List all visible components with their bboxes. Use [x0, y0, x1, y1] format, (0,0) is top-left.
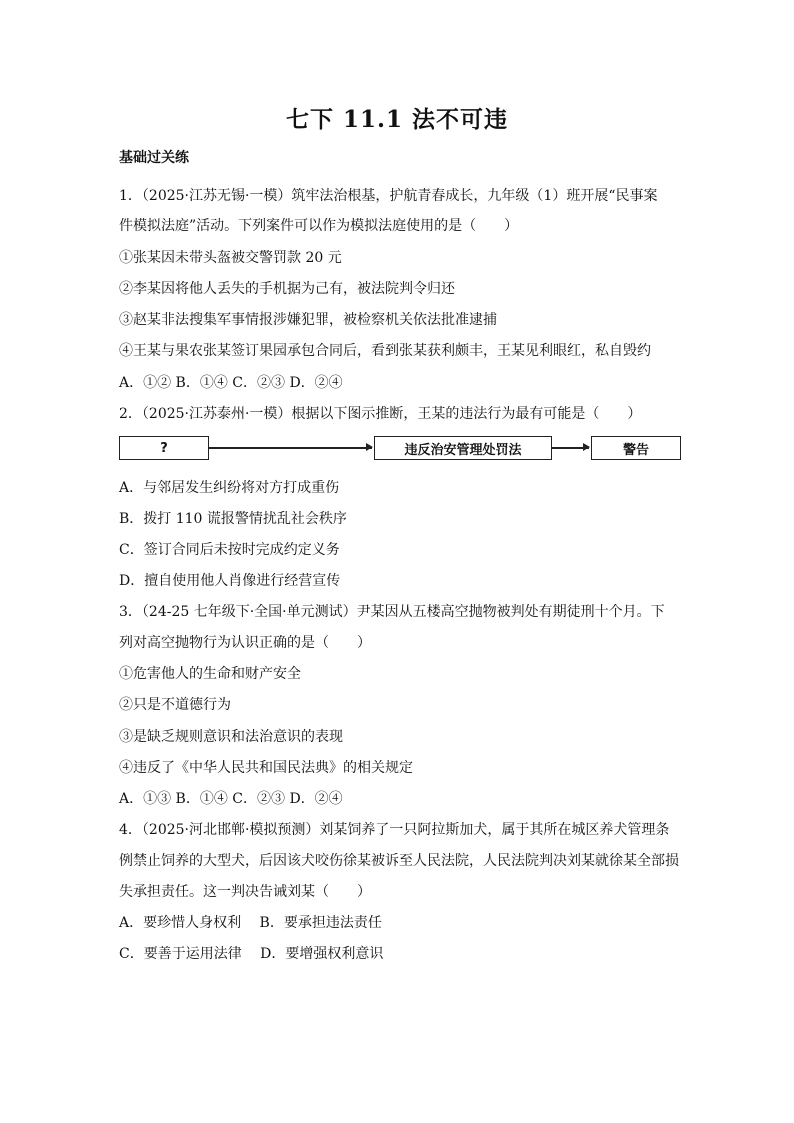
- q1-item-2: ②李某因将他人丢失的手机据为己有，被法院判令归还: [119, 281, 455, 297]
- q2-stem-line-1: 2．（2025·江苏泰州·一模）根据以下图示推断，王某的违法行为最有可能是（ ）: [119, 406, 642, 422]
- q3-stem-line-1: 3．（24-25 七年级下·全国·单元测试）尹某因从五楼高空抛物被判处有期徒刑十个月。下: [119, 604, 665, 620]
- q3-item-4: ④违反了《中华人民共和国民法典》的相关规定: [119, 760, 413, 776]
- q2-option-d: D．擅自使用他人肖像进行经营宣传: [119, 573, 341, 589]
- section-heading: 基础过关练: [119, 150, 189, 166]
- flow-box-penalty: 警告: [591, 436, 681, 460]
- q4-options-row-1: A．要珍惜人身权利 B．要承担违法责任: [119, 915, 382, 931]
- q2-option-b: B．拨打 110 谎报警情扰乱社会秩序: [119, 511, 347, 527]
- flow-arrow-2: [552, 447, 589, 449]
- q2-option-c: C．签订合同后未按时完成约定义务: [119, 542, 340, 558]
- q4-options-row-2: C．要善于运用法律 D．要增强权利意识: [119, 946, 384, 962]
- q3-stem-line-2: 列对高空抛物行为认识正确的是（ ）: [119, 635, 371, 651]
- q1-stem-line-1: 1．（2025·江苏无锡·一模）筑牢法治根基，护航青春成长，九年级（1）班开展“民事案: [119, 188, 658, 204]
- q4-stem-line-2: 例禁止饲养的大型犬，后因该犬咬伤徐某被诉至人民法院，人民法院判决刘某就徐某全部损: [119, 853, 679, 869]
- flow-box-unknown: ?: [119, 436, 209, 460]
- q2-option-a: A．与邻居发生纠纷将对方打成重伤: [119, 480, 340, 496]
- q1-item-1: ①张某因未带头盔被交警罚款 20 元: [119, 250, 342, 266]
- q1-options: A．①② B．①④ C．②③ D．②④: [119, 375, 343, 391]
- q1-item-3: ③赵某非法搜集军事情报涉嫌犯罪，被检察机关依法批准逮捕: [119, 312, 497, 328]
- q3-item-1: ①危害他人的生命和财产安全: [119, 666, 301, 682]
- q2-flow-diagram: [119, 436, 649, 462]
- q4-stem-line-1: 4．（2025·河北邯郸·模拟预测）刘某饲养了一只阿拉斯加犬，属于其所在城区养犬管理条: [119, 822, 670, 838]
- flow-box-law: 违反治安管理处罚法: [374, 436, 552, 460]
- flow-arrow-1: [209, 447, 372, 449]
- page-title: 七下 11.1 法不可违: [285, 106, 509, 133]
- q4-stem-line-3: 失承担责任。这一判决告诫刘某（ ）: [119, 884, 371, 900]
- q3-item-2: ②只是不道德行为: [119, 697, 231, 713]
- q3-item-3: ③是缺乏规则意识和法治意识的表现: [119, 729, 343, 745]
- q3-options: A．①③ B．①④ C．②③ D．②④: [119, 791, 343, 807]
- q1-stem-line-2: 件模拟法庭”活动。下列案件可以作为模拟法庭使用的是（ ）: [119, 218, 519, 234]
- q1-item-4: ④王某与果农张某签订果园承包合同后，看到张某获利颇丰，王某见利眼红，私自毁约: [119, 343, 651, 359]
